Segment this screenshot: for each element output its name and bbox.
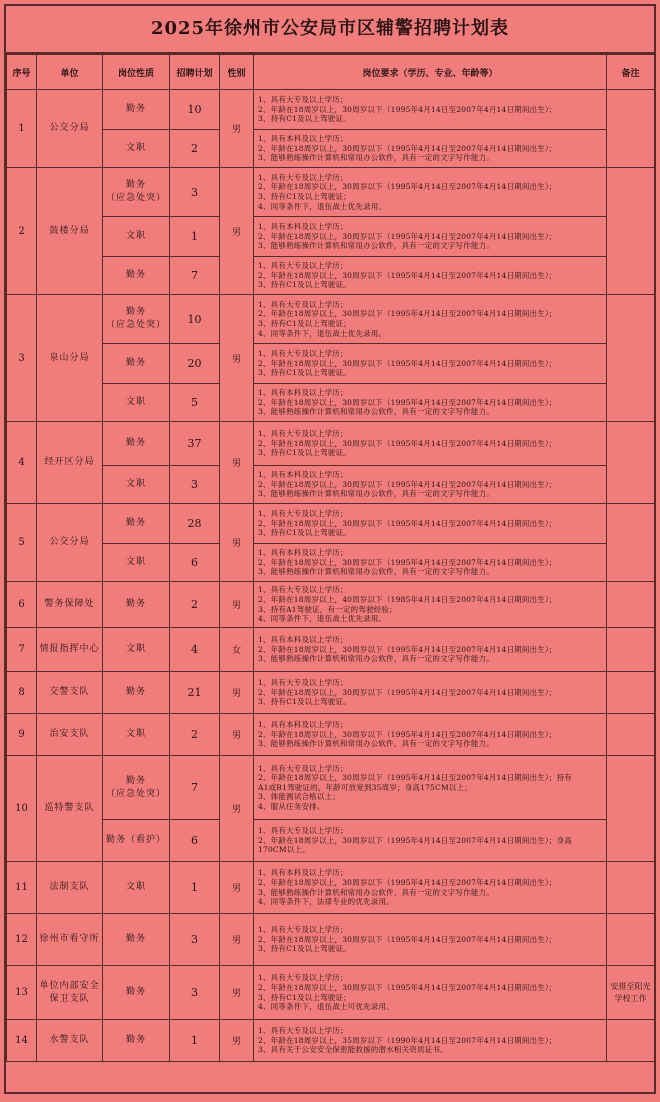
gender-cell: 男 [220, 966, 254, 1020]
requirement-line: 2、年龄在18周岁以上，30周岁以下（1995年4月14日至2007年4月14日期间出生）； [258, 438, 557, 448]
requirement-line: 2、年龄在18周岁以上，30周岁以下（1995年4月14日至2007年4月14日期间出生）；持有 [258, 773, 573, 783]
requirements-cell [254, 862, 607, 914]
quota-count: 7 [170, 257, 220, 295]
requirements-cell [254, 756, 607, 820]
position-type: 文职 [125, 557, 146, 567]
position-type-cell [103, 672, 170, 714]
requirement-line: 1、具有本科及以上学历； [258, 868, 348, 878]
position-type-cell [103, 914, 170, 966]
row-index: 10 [7, 756, 37, 862]
position-type-cell [103, 714, 170, 756]
quota-count: 3 [170, 914, 220, 966]
note-cell [607, 914, 655, 966]
requirements-cell [254, 628, 607, 672]
position-type: 文职 [125, 644, 146, 654]
table-row [7, 504, 655, 544]
gender-cell: 男 [220, 295, 254, 422]
quota-count: 1 [170, 862, 220, 914]
unit-name: 治安支队 [49, 729, 90, 739]
quota-count: 2 [170, 130, 220, 168]
requirement-line: 3、能够熟练操作计算机和常用办公软件，具有一定的文字写作能力。 [258, 887, 494, 897]
gender-cell: 男 [220, 914, 254, 966]
requirement-line: 1、具有大专及以上学历； [258, 973, 348, 983]
position-type: 勤务 [125, 1035, 146, 1045]
position-type-cell [103, 295, 170, 344]
note-cell [607, 628, 655, 672]
table-row [7, 90, 655, 130]
requirement-line: 1、具有大专及以上学历； [258, 585, 348, 595]
requirement-line: 1、具有大专及以上学历； [258, 95, 348, 105]
header-unit: 单位 [37, 55, 103, 90]
requirement-line: 1、具有大专及以上学历； [258, 763, 348, 773]
unit-name: 单位内部安全 [39, 980, 100, 991]
quota-count: 21 [170, 672, 220, 714]
requirement-line: 2、年龄在18周岁以上，30周岁以下（1995年4月14日至2007年4月14日期间出生）； [258, 104, 557, 114]
quota-count: 3 [170, 168, 220, 217]
recruitment-plan-document [4, 4, 656, 1094]
unit-name: 交警支队 [49, 687, 90, 697]
requirements-cell [254, 714, 607, 756]
requirement-line: 2、年龄在18周岁以上，30周岁以下（1995年4月14日至2007年4月14日期间出生）； [258, 687, 557, 697]
requirement-line: 4、同等条件下，退伍战士优先录用。 [258, 328, 387, 338]
position-type-cell [103, 130, 170, 168]
gender-cell: 男 [220, 90, 254, 168]
position-type: 文职 [125, 729, 146, 739]
header-index: 序号 [7, 55, 37, 90]
gender-cell: 女 [220, 628, 254, 672]
requirement-line: 3、体能测试合格以上； [258, 792, 340, 802]
position-type: 勤务 [125, 438, 146, 448]
requirement-line: 2、年龄在18周岁以上，30周岁以下（1995年4月14日至2007年4月14日期间出生）； [258, 182, 557, 192]
quota-count: 6 [170, 820, 220, 862]
note-cell [607, 756, 655, 862]
unit-name: 徐州市看守所 [39, 934, 100, 944]
table-row [7, 344, 655, 384]
requirement-line: 1、具有大专及以上学历； [258, 925, 348, 935]
requirement-line: 3、能够熟练操作计算机和常用办公软件，具有一定的文字写作能力。 [258, 489, 494, 499]
requirement-line: 3、能够熟练操作计算机和常用办公软件，具有一定的文字写作能力。 [258, 739, 494, 749]
position-type-cell [103, 628, 170, 672]
requirement-line: 2、年龄在18周岁以上，30周岁以下（1995年4月14日至2007年4月14日期间出生）； [258, 644, 557, 654]
requirement-line: 3、能够熟练操作计算机和常用办公软件，具有一定的文字写作能力。 [258, 153, 494, 163]
gender-cell: 男 [220, 504, 254, 582]
position-type: 勤务 [125, 270, 146, 280]
requirement-line: 1、具有本科及以上学历； [258, 548, 348, 558]
requirement-line: A1或B1驾驶证的，年龄可放宽到35周岁；身高175CM以上； [258, 782, 472, 792]
note-text: 安排至阳光 [610, 981, 651, 991]
requirement-line: 2、年龄在18周岁以上，30周岁以下（1995年4月14日至2007年4月14日期间出生）； [258, 358, 557, 368]
position-type: 勤务 [125, 775, 146, 786]
unit-name: 经开区分局 [44, 457, 95, 467]
position-type: 勤务 [125, 987, 146, 997]
row-index: 7 [7, 628, 37, 672]
requirements-cell [254, 384, 607, 422]
unit-name: 泉山分局 [49, 352, 90, 363]
requirements-cell [254, 966, 607, 1020]
requirement-line: 4、同等条件下，退伍战士可优先录用。 [258, 1002, 394, 1012]
row-index: 6 [7, 582, 37, 628]
table-row [7, 914, 655, 966]
gender-cell: 男 [220, 582, 254, 628]
requirement-line: 4、服从任务安排。 [258, 801, 325, 811]
requirement-line: 1、具有大专及以上学历； [258, 429, 348, 439]
unit-cell [37, 295, 103, 422]
table-body [7, 90, 655, 1062]
requirement-line: 2、年龄在18周岁以上，30周岁以下（1995年4月14日至2007年4月14日期间出生）； [258, 934, 557, 944]
position-type: （应急处突） [105, 193, 166, 203]
note-cell [607, 295, 655, 422]
note-cell [607, 966, 655, 1020]
requirement-line: 170CM以上。 [258, 845, 310, 855]
note-cell [607, 862, 655, 914]
requirement-line: 3、持有C1及以上驾驶证； [258, 992, 351, 1002]
unit-cell [37, 422, 103, 504]
requirements-cell [254, 257, 607, 295]
unit-cell [37, 756, 103, 862]
position-type-cell [103, 90, 170, 130]
position-type: 勤务 [125, 518, 146, 528]
requirements-cell [254, 422, 607, 466]
requirement-line: 3、能够熟练操作计算机和常用办公软件，具有一定的文字写作能力。 [258, 241, 494, 251]
quota-count: 2 [170, 582, 220, 628]
unit-cell [37, 914, 103, 966]
position-type-cell [103, 544, 170, 582]
requirement-line: 2、年龄在18周岁以上，30周岁以下（1995年4月14日至2007年4月14日期间出生）； [258, 729, 557, 739]
note-cell [607, 1020, 655, 1062]
header-quota: 招聘计划 [170, 55, 220, 90]
note-cell [607, 672, 655, 714]
requirement-line: 2、年龄在18周岁以上，30周岁以下（1995年4月14日至2007年4月14日期间出生）； [258, 479, 557, 489]
quota-count: 37 [170, 422, 220, 466]
unit-name: 巡特警支队 [44, 803, 95, 813]
requirements-cell [254, 90, 607, 130]
row-index: 4 [7, 422, 37, 504]
requirement-line: 3、能够熟练操作计算机和常用办公软件，具有一定的文字写作能力。 [258, 407, 494, 417]
header-gender: 性别 [220, 55, 254, 90]
unit-cell [37, 672, 103, 714]
table-row [7, 217, 655, 257]
position-type: 勤务 [125, 687, 146, 697]
position-type: 勤务 [125, 358, 146, 368]
unit-name: 法制支队 [49, 882, 90, 892]
requirement-line: 3、持有C1及以上驾驶证。 [258, 448, 351, 458]
recruitment-table [6, 54, 655, 1062]
table-row [7, 295, 655, 344]
gender-cell: 男 [220, 862, 254, 914]
position-type-cell [103, 257, 170, 295]
requirement-line: 2、年龄在18周岁以上，30周岁以下（1995年4月14日至2007年4月14日期间出生）； [258, 143, 557, 153]
requirement-line: 2、年龄在18周岁以上，30周岁以下（1995年4月14日至2007年4月14日期间出生）； [258, 982, 557, 992]
note-text: 学校工作 [614, 993, 647, 1003]
table-row [7, 582, 655, 628]
table-header-row [7, 55, 655, 90]
table-row [7, 257, 655, 295]
unit-name: 水警支队 [49, 1035, 90, 1045]
requirements-cell [254, 582, 607, 628]
unit-cell [37, 504, 103, 582]
requirement-line: 3、持有C1及以上驾驶证。 [258, 368, 351, 378]
requirement-line: 2、年龄在18周岁以上，30周岁以下（1995年4月14日至2007年4月14日期间出生）；身高 [258, 835, 573, 845]
table-row [7, 756, 655, 820]
requirement-line: 3、能够熟练操作计算机和常用办公软件，具有一定的文字写作能力。 [258, 567, 494, 577]
requirements-cell [254, 504, 607, 544]
requirement-line: 3、持有C1及以上驾驶证。 [258, 528, 351, 538]
requirement-line: 3、持有C1及以上驾驶证。 [258, 114, 351, 124]
requirement-line: 1、具有本科及以上学历； [258, 470, 348, 480]
requirement-line: 3、持有A1驾驶证，有一定的驾驶经验； [258, 604, 397, 614]
quota-count: 7 [170, 756, 220, 820]
position-type-cell [103, 168, 170, 217]
position-type-cell [103, 384, 170, 422]
position-type-cell [103, 582, 170, 628]
position-type: 勤务 [125, 599, 146, 609]
position-type-cell [103, 217, 170, 257]
gender-cell: 男 [220, 168, 254, 295]
requirements-cell [254, 672, 607, 714]
requirement-line: 1、具有大专及以上学历； [258, 172, 348, 182]
unit-name: 鼓楼分局 [49, 225, 90, 236]
requirement-line: 2、年龄在18周岁以上，30周岁以下（1995年4月14日至2007年4月14日期间出生）； [258, 518, 557, 528]
requirements-cell [254, 217, 607, 257]
quota-count: 5 [170, 384, 220, 422]
gender-cell: 男 [220, 672, 254, 714]
unit-cell [37, 714, 103, 756]
position-type-cell [103, 756, 170, 820]
quota-count: 1 [170, 217, 220, 257]
requirement-line: 1、具有大专及以上学历； [258, 826, 348, 836]
position-type: 文职 [125, 882, 146, 892]
requirement-line: 3、持有C1及以上驾驶证。 [258, 697, 351, 707]
gender-cell: 男 [220, 422, 254, 504]
requirements-cell [254, 466, 607, 504]
position-type-cell [103, 504, 170, 544]
requirement-line: 1、具有大专及以上学历； [258, 509, 348, 519]
position-type-cell [103, 466, 170, 504]
requirement-line: 1、具有大专及以上学历； [258, 678, 348, 688]
requirement-line: 1、具有本科及以上学历； [258, 635, 348, 645]
header-note: 备注 [607, 55, 655, 90]
quota-count: 1 [170, 1020, 220, 1062]
unit-cell [37, 862, 103, 914]
row-index: 11 [7, 862, 37, 914]
requirement-line: 1、具有大专及以上学历； [258, 1026, 348, 1036]
unit-cell [37, 168, 103, 295]
requirement-line: 3、持有C1及以上驾驶证； [258, 319, 351, 328]
unit-name: 公交分局 [49, 123, 90, 133]
position-type: 文职 [125, 143, 146, 153]
table-row [7, 820, 655, 862]
note-cell [607, 168, 655, 295]
note-cell [607, 582, 655, 628]
quota-count: 20 [170, 344, 220, 384]
requirement-line: 3、能够熟练操作计算机和常用办公软件，具有一定的文字写作能力。 [258, 654, 494, 664]
position-type-cell [103, 422, 170, 466]
position-type: 勤务 [125, 307, 146, 317]
table-row [7, 966, 655, 1020]
row-index: 14 [7, 1020, 37, 1062]
row-index: 8 [7, 672, 37, 714]
row-index: 5 [7, 504, 37, 582]
requirement-line: 1、具有本科及以上学历； [258, 134, 348, 144]
position-type: 勤务（看护） [105, 835, 166, 845]
requirements-cell [254, 130, 607, 168]
requirement-line: 2、年龄在18周岁以上，30周岁以下（1995年4月14日至2007年4月14日期间出生）； [258, 231, 557, 241]
requirements-cell [254, 344, 607, 384]
requirement-line: 3、持有C1及以上驾驶证。 [258, 944, 351, 954]
note-cell [607, 90, 655, 168]
requirement-line: 2、年龄在18周岁以上，30周岁以下（1995年4月14日至2007年4月14日期间出生）； [258, 877, 557, 887]
requirement-line: 4、同等条件下，法律专业的优先录用。 [258, 897, 394, 907]
row-index: 13 [7, 966, 37, 1020]
quota-count: 6 [170, 544, 220, 582]
row-index: 12 [7, 914, 37, 966]
requirement-line: 1、具有本科及以上学历； [258, 720, 348, 730]
document-title: 2025年徐州市公安局市区辅警招聘计划表 [6, 6, 654, 54]
requirement-line: 3、持有C1及以上驾驶证； [258, 192, 351, 201]
requirement-line: 4、同等条件下，退伍战士优先录用。 [258, 201, 387, 211]
unit-cell [37, 90, 103, 168]
requirement-line: 3、具有关于公安安全保密能救援的潜水相关资质证书。 [258, 1045, 448, 1055]
quota-count: 3 [170, 466, 220, 504]
unit-cell [37, 582, 103, 628]
position-type: （应急处突） [105, 320, 166, 330]
unit-name: 公交分局 [49, 537, 90, 547]
position-type: 文职 [125, 397, 146, 407]
requirement-line: 2、年龄在18周岁以上，40周岁以下（1985年4月14日至2007年4月14日期间出生）； [258, 594, 557, 604]
unit-cell [37, 628, 103, 672]
unit-name: 保卫支队 [49, 993, 90, 1004]
note-cell [607, 504, 655, 582]
header-requirements: 岗位要求（学历、专业、年龄等） [254, 55, 607, 90]
quota-count: 10 [170, 90, 220, 130]
requirements-cell [254, 914, 607, 966]
position-type-cell [103, 344, 170, 384]
requirements-cell [254, 1020, 607, 1062]
note-cell [607, 422, 655, 504]
header-position: 岗位性质 [103, 55, 170, 90]
requirement-line: 2、年龄在18周岁以上，30周岁以下（1995年4月14日至2007年4月14日期间出生）； [258, 309, 557, 319]
table-row [7, 384, 655, 422]
position-type-cell [103, 966, 170, 1020]
row-index: 2 [7, 168, 37, 295]
gender-cell: 男 [220, 714, 254, 756]
table-row [7, 422, 655, 466]
quota-count: 28 [170, 504, 220, 544]
quota-count: 10 [170, 295, 220, 344]
gender-cell: 男 [220, 756, 254, 862]
requirement-line: 1、具有大专及以上学历； [258, 299, 348, 309]
table-row [7, 130, 655, 168]
note-cell [607, 714, 655, 756]
table-row [7, 714, 655, 756]
position-type-cell [103, 862, 170, 914]
position-type: 勤务 [125, 104, 146, 114]
unit-name: 情报指挥中心 [39, 644, 100, 654]
unit-cell [37, 1020, 103, 1062]
table-row [7, 544, 655, 582]
table-row [7, 168, 655, 217]
table-row [7, 1020, 655, 1062]
gender-cell: 男 [220, 1020, 254, 1062]
table-row [7, 862, 655, 914]
table-row [7, 466, 655, 504]
quota-count: 3 [170, 966, 220, 1020]
requirement-line: 2、年龄在18周岁以上，30周岁以下（1995年4月14日至2007年4月14日期间出生）； [258, 557, 557, 567]
requirement-line: 1、具有大专及以上学历； [258, 349, 348, 359]
requirements-cell [254, 544, 607, 582]
requirement-line: 2、年龄在18周岁以上，30周岁以下（1995年4月14日至2007年4月14日期间出生）； [258, 270, 557, 280]
position-type-cell [103, 1020, 170, 1062]
requirement-line: 2、年龄在18周岁以上，30周岁以下（1995年4月14日至2007年4月14日期间出生）； [258, 397, 557, 407]
requirement-line: 2、年龄在18周岁以上，35周岁以下（1990年4月14日至2007年4月14日期间出生）； [258, 1035, 557, 1045]
row-index: 1 [7, 90, 37, 168]
unit-name: 警务保障处 [44, 599, 95, 609]
requirements-cell [254, 820, 607, 862]
position-type: （应急处突） [105, 788, 166, 799]
table-row [7, 672, 655, 714]
requirement-line: 1、具有本科及以上学历； [258, 388, 348, 398]
position-type: 勤务 [125, 934, 146, 944]
row-index: 9 [7, 714, 37, 756]
quota-count: 4 [170, 628, 220, 672]
requirement-line: 1、具有本科及以上学历； [258, 222, 348, 232]
position-type-cell [103, 820, 170, 862]
requirement-line: 4、同等条件下，退伍战士优先录用。 [258, 614, 387, 624]
row-index: 3 [7, 295, 37, 422]
position-type: 勤务 [125, 180, 146, 190]
requirements-cell [254, 295, 607, 344]
unit-cell [37, 966, 103, 1020]
position-type: 文职 [125, 479, 146, 489]
requirement-line: 1、具有大专及以上学历； [258, 261, 348, 271]
requirement-line: 3、持有C1及以上驾驶证。 [258, 280, 351, 290]
requirements-cell [254, 168, 607, 217]
table-row [7, 628, 655, 672]
quota-count: 2 [170, 714, 220, 756]
position-type: 文职 [125, 231, 146, 241]
